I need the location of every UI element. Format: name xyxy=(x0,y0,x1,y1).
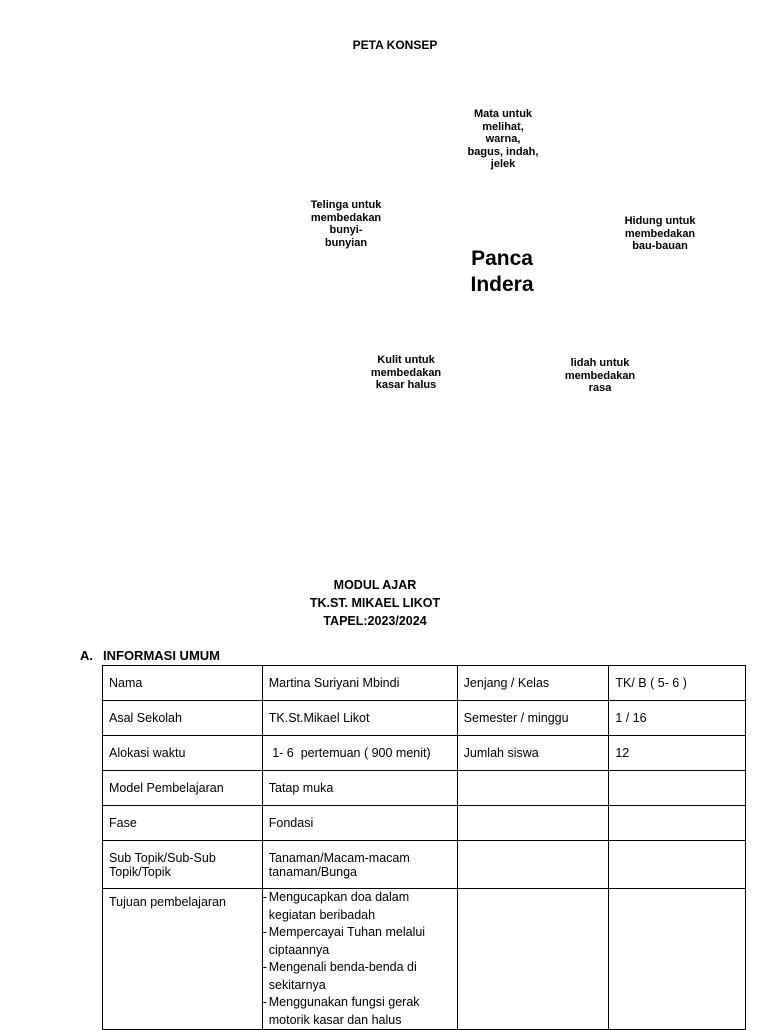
table-row xyxy=(103,736,746,771)
table-row xyxy=(103,701,746,736)
goals-list xyxy=(262,889,457,1030)
table-cell: Tanaman/Macam-macam tanaman/Bunga xyxy=(262,841,457,889)
table-cell xyxy=(609,806,746,841)
table-cell: Tatap muka xyxy=(262,771,457,806)
table-cell: Martina Suriyani Mbindi xyxy=(262,666,457,701)
table-cell: Model Pembelajaran xyxy=(103,771,263,806)
module-heading xyxy=(240,576,510,630)
table-cell xyxy=(609,771,746,806)
table-row xyxy=(103,771,746,806)
goal-text: Menggunakan fungsi gerak motorik kasar dan halus xyxy=(268,995,420,1027)
table-cell: TK.St.Mikael Likot xyxy=(262,701,457,736)
table-row-goals xyxy=(103,889,746,1030)
table-cell: Jenjang / Kelas xyxy=(457,666,609,701)
goal-text: Mengenali benda-benda di sekitarnya xyxy=(268,960,417,992)
node-lidah: lidah untuk membedakan rasa xyxy=(564,357,636,394)
table-cell: 1- 6 pertemuan ( 900 menit) xyxy=(262,736,457,771)
table-cell xyxy=(457,806,609,841)
table-cell: Asal Sekolah xyxy=(103,701,263,736)
node-mata: Mata untuk melihat, warna, bagus, indah, jelek xyxy=(467,108,539,170)
table-cell: Sub Topik/Sub-Sub Topik/Topik xyxy=(103,841,263,889)
goals-label: Tujuan pembelajaran xyxy=(103,889,263,1030)
goal-text: Mengucapkan doa dalam kegiatan beribadah xyxy=(268,890,410,922)
table-cell xyxy=(609,889,746,1030)
goal-text: Mempercayai Tuhan melalui ciptaannya xyxy=(268,925,426,957)
list-item: - Mengenali benda-benda di sekitarnya xyxy=(263,959,455,994)
node-telinga: Telinga untuk membedakan bunyi- bunyian xyxy=(310,199,382,249)
general-info-table xyxy=(102,665,746,1030)
section-a-marker: A. xyxy=(80,648,93,663)
node-hidung: Hidung untuk membedakan bau-bauan xyxy=(624,215,696,252)
table-row xyxy=(103,806,746,841)
table-cell xyxy=(609,841,746,889)
table-cell xyxy=(457,841,609,889)
concept-map-title: PETA KONSEP xyxy=(352,38,438,52)
module-title: MODUL AJAR xyxy=(333,578,417,592)
table-cell: 12 xyxy=(609,736,746,771)
table-row xyxy=(103,666,746,701)
table-cell xyxy=(457,771,609,806)
table-cell: Semester / minggu xyxy=(457,701,609,736)
table-row xyxy=(103,841,746,889)
node-kulit: Kulit untuk membedakan kasar halus xyxy=(370,354,442,391)
table-cell: TK/ B ( 5- 6 ) xyxy=(609,666,746,701)
list-item: - Menggunakan fungsi gerak motorik kasar dan halus xyxy=(263,994,455,1029)
school-name: TK.ST. MIKAEL LIKOT xyxy=(309,596,441,610)
node-center-panca-indera: Panca Indera xyxy=(470,247,534,296)
table-cell: Nama xyxy=(103,666,263,701)
table-cell xyxy=(457,889,609,1030)
table-cell: Alokasi waktu xyxy=(103,736,263,771)
table-cell: Fondasi xyxy=(262,806,457,841)
table-cell: 1 / 16 xyxy=(609,701,746,736)
list-item: - Mengucapkan doa dalam kegiatan beribadah xyxy=(263,889,455,924)
school-year: TAPEL:2023/2024 xyxy=(323,614,427,628)
section-a-title: INFORMASI UMUM xyxy=(103,648,220,663)
table-cell: Fase xyxy=(103,806,263,841)
list-item: - Mempercayai Tuhan melalui ciptaannya xyxy=(263,924,455,959)
table-cell: Jumlah siswa xyxy=(457,736,609,771)
